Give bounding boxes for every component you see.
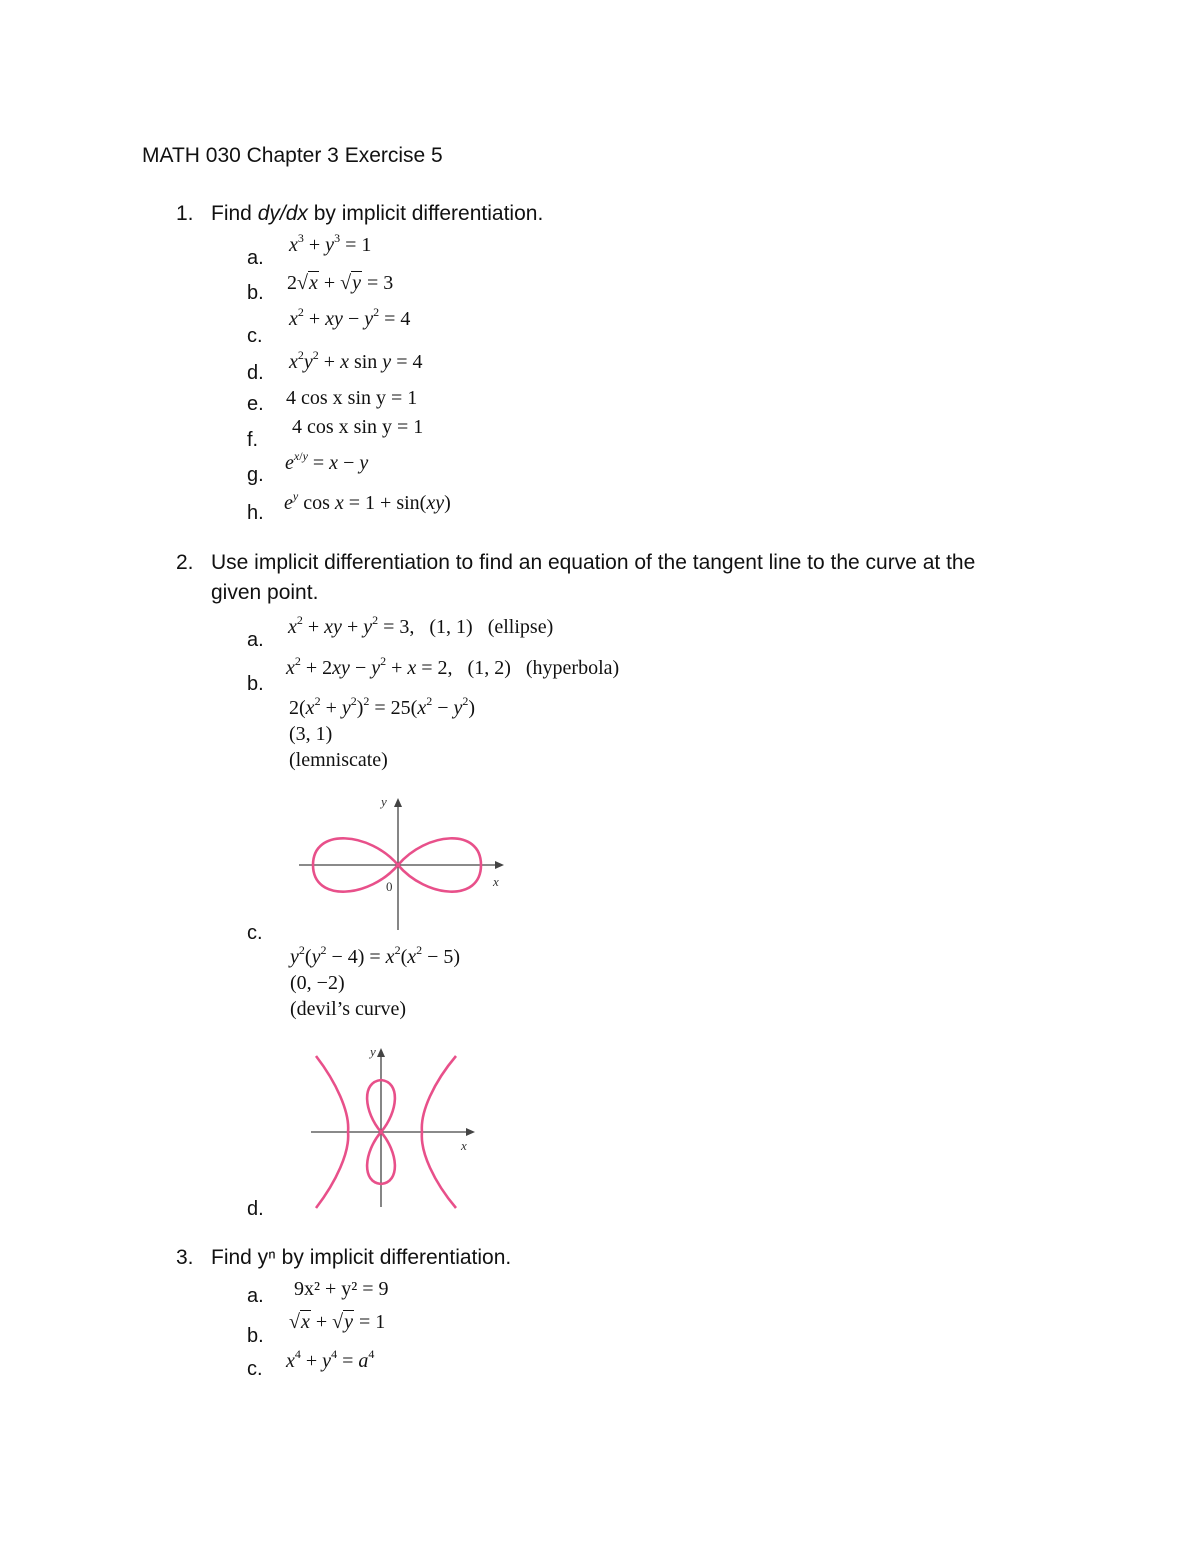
- q3-label-c: c.: [247, 1358, 263, 1380]
- q3-label-b: b.: [247, 1325, 264, 1347]
- question-2-text-line2: given point.: [211, 581, 319, 604]
- q1-label-c: c.: [247, 325, 263, 347]
- q1-equation-b: 2√x + √y = 3: [287, 272, 394, 294]
- q1-label-h: h.: [247, 502, 264, 524]
- q2-label-a: a.: [247, 629, 264, 651]
- q1-equation-e: 4 cos x sin y = 1: [286, 387, 418, 409]
- q2-equation-a: $x^2$ + xy + $y^2 = 3$, (1, 1) (ellipse): [288, 613, 554, 638]
- q1-label-a: a.: [247, 247, 264, 269]
- lemniscate-x-label: x: [493, 874, 499, 889]
- q2-equation-c: $2(x^2 + y^2)^2 = 25(x^2 - y^2)$: [289, 694, 476, 719]
- q1-equation-g: $e^{x/y} = x - y$: [285, 449, 369, 474]
- q1-label-f: f.: [247, 429, 259, 451]
- question-2-number: 2.: [176, 551, 194, 574]
- q1-equation-a: $x^3 + y^3 = 1$: [289, 231, 372, 256]
- q3-equation-c: $x^4 + y^4 = a^4$: [286, 1347, 375, 1372]
- q1-equation-f: 4 cos x sin y = 1: [292, 416, 424, 438]
- q2-curve-name-d: (devil’s curve): [290, 998, 407, 1020]
- question-3-text: Find yⁿ by implicit differentiation.: [211, 1246, 512, 1269]
- page-title: MATH 030 Chapter 3 Exercise 5: [142, 144, 443, 167]
- devils-curve-figure: [306, 1042, 486, 1212]
- q1-equation-d: $x^2y^2 + x$ sin y = 4: [289, 348, 423, 373]
- lemniscate-origin-label: 0: [386, 879, 393, 894]
- q1-label-e: e.: [247, 393, 264, 415]
- q1-equation-h: $e^y$ cos x = 1 + sin(xy): [284, 489, 451, 514]
- q3-equation-b: √x + √y = 1: [289, 1311, 386, 1333]
- question-3-number: 3.: [176, 1246, 194, 1269]
- q1-label-g: g.: [247, 464, 264, 486]
- q3-equation-a: 9x² + y² = 9: [294, 1278, 389, 1300]
- q2-label-d: d.: [247, 1198, 264, 1220]
- q1-equation-c: $x^2$ + xy − $y^2 = 4$: [289, 305, 411, 330]
- q2-equation-d: $y^2(y^2 - 4) = x^2(x^2 - 5)$: [290, 943, 461, 968]
- question-1-number: 1.: [176, 202, 194, 225]
- devils-curve-y-label: y: [370, 1044, 376, 1059]
- q2-label-b: b.: [247, 673, 264, 695]
- q2-point-c: (3, 1): [289, 723, 333, 745]
- q2-point-d: (0, −2): [290, 972, 345, 994]
- q1-label-d: d.: [247, 362, 264, 384]
- q2-equation-b: $x^2 + 2xy - y^2 + x = 2$, (1, 2) (hyperbola): [286, 654, 620, 679]
- devils-curve-x-label: x: [461, 1138, 467, 1153]
- q2-curve-name-c: (lemniscate): [289, 749, 388, 771]
- lemniscate-figure: [296, 792, 516, 932]
- question-2-text-line1: Use implicit differentiation to find an equation of the tangent line to the curve at the: [211, 551, 976, 574]
- question-1-text: Find dy/dx by implicit differentiation.: [211, 202, 544, 225]
- q1-label-b: b.: [247, 282, 264, 304]
- lemniscate-y-label: y: [381, 794, 387, 809]
- q3-label-a: a.: [247, 1285, 264, 1307]
- q2-label-c: c.: [247, 922, 263, 944]
